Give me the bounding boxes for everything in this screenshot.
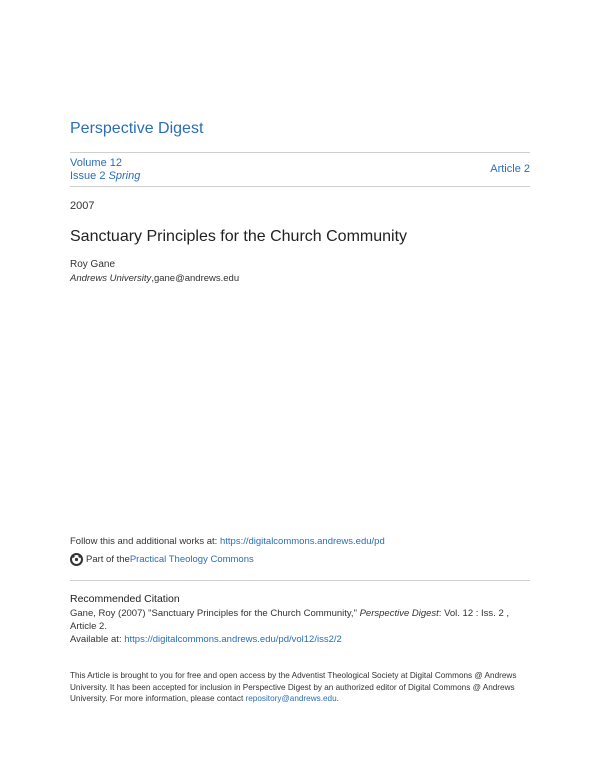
recommended-citation-heading: Recommended Citation bbox=[70, 593, 180, 605]
publication-year: 2007 bbox=[70, 200, 95, 212]
network-icon bbox=[70, 553, 83, 566]
divider-top bbox=[70, 152, 530, 153]
article-number-link[interactable]: Article 2 bbox=[490, 163, 530, 175]
follow-url-link[interactable]: https://digitalcommons.andrews.edu/pd bbox=[219, 536, 385, 547]
author-email: ,gane@andrews.edu bbox=[151, 273, 240, 284]
repository-email-link[interactable]: repository@andrews.edu bbox=[245, 694, 337, 703]
divider-mid bbox=[70, 186, 530, 187]
follow-line: Follow this and additional works at: https://digitalcommons.andrews.edu/pd bbox=[70, 536, 385, 547]
citation-url-link[interactable]: https://digitalcommons.andrews.edu/pd/vol12/iss2/2 bbox=[124, 634, 342, 645]
divider-bottom bbox=[70, 580, 530, 581]
journal-title[interactable]: Perspective Digest bbox=[70, 120, 204, 137]
citation-text: Gane, Roy (2007) "Sanctuary Principles for the Church Community," Perspective Digest: Vol. 12 : Iss. 2 , Article 2. Available at: https://digitalcommons.andrews.edu/pd/vol12/iss2/2 bbox=[70, 608, 510, 645]
volume-link[interactable]: Volume 12 bbox=[70, 157, 122, 169]
article-title: Sanctuary Principles for the Church Community bbox=[70, 228, 408, 245]
author-name: Roy Gane bbox=[70, 259, 116, 270]
footer-notice: This Article is brought to you for free and open access by the Adventist Theological Society at Digital Commons @ Andrews University. It has been accepted for inclusion in Perspective Digest by an authorized editor of Digital Commons @ Andrews University. For more information, please contact repository@andrews.edu. bbox=[70, 671, 517, 703]
author-affiliation: Andrews University,gane@andrews.edu bbox=[70, 273, 240, 284]
practical-theology-commons-link[interactable]: Practical Theology Commons bbox=[129, 554, 254, 565]
part-of-line: Part of the Practical Theology Commons bbox=[70, 553, 254, 566]
issue-link[interactable]: Issue 2 Spring bbox=[70, 170, 141, 182]
volume-issue bbox=[70, 157, 140, 183]
